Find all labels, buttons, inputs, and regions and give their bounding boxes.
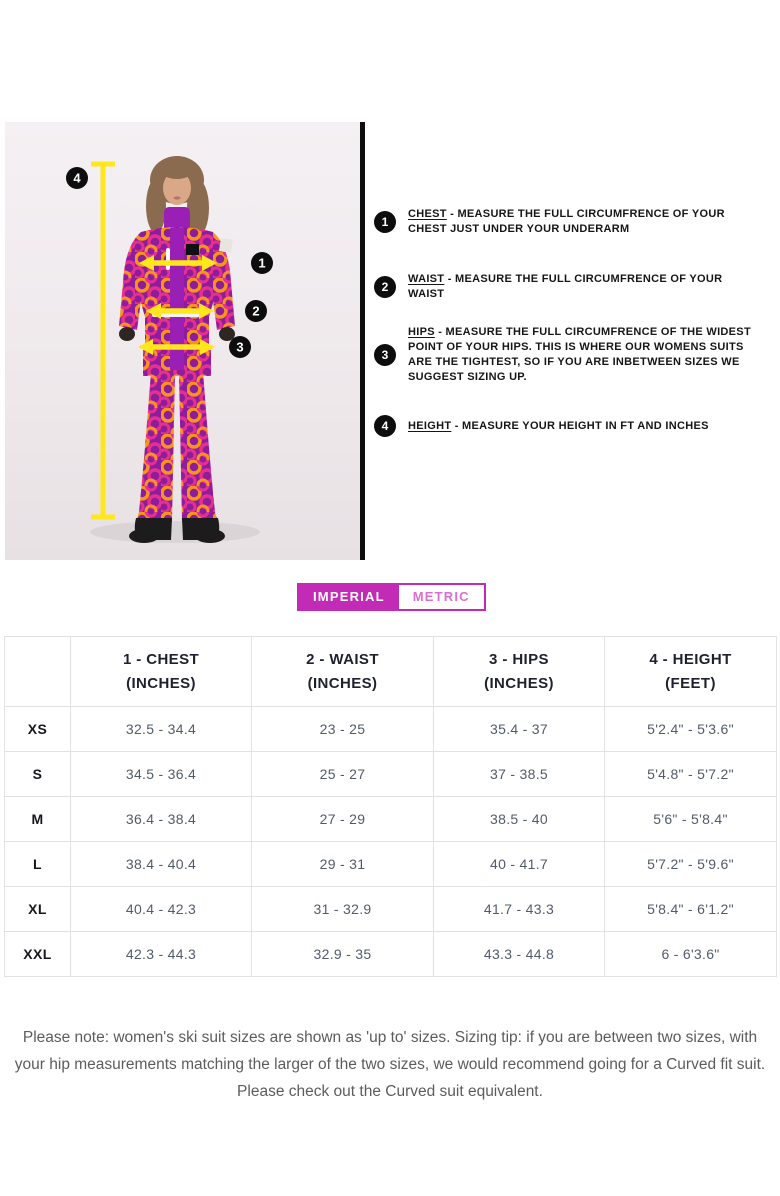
- measure-badge-waist: [245, 300, 267, 322]
- chest-value: 40.4 - 42.3: [71, 887, 252, 932]
- size-label: XL: [5, 887, 71, 932]
- instruction-badge-1: 1: [374, 211, 396, 233]
- height-value: 5'6" - 5'8.4": [605, 797, 777, 842]
- hips-value: 43.3 - 44.8: [434, 932, 605, 977]
- unit-toggle: [297, 583, 486, 611]
- instruction-text-hips: [408, 325, 762, 385]
- svg-text:4: 4: [73, 170, 81, 186]
- table-row-m: [5, 797, 777, 842]
- waist-value: 29 - 31: [252, 842, 434, 887]
- header-chest-title: 1 - CHEST: [122, 650, 200, 668]
- measure-badge-chest: [251, 252, 273, 274]
- header-waist: [252, 637, 434, 707]
- waist-value: 23 - 25: [252, 707, 434, 752]
- instruction-label-chest: CHEST: [408, 208, 447, 220]
- instruction-text-height: [408, 419, 762, 434]
- photo-divider-line: [360, 122, 365, 560]
- size-label: S: [5, 752, 71, 797]
- table-row-s: [5, 752, 777, 797]
- instruction-desc-chest: - MEASURE THE FULL CIRCUMFRENCE OF YOUR CHEST JUST UNDER YOUR UNDERARM: [408, 208, 725, 235]
- instruction-hips: [374, 325, 762, 385]
- chest-value: 42.3 - 44.3: [71, 932, 252, 977]
- header-chest: [71, 637, 252, 707]
- table-row-xxl: [5, 932, 777, 977]
- instruction-badge-4: 4: [374, 415, 396, 437]
- svg-text:3: 3: [236, 339, 244, 355]
- height-value: 6 - 6'3.6": [605, 932, 777, 977]
- size-table: [4, 636, 777, 977]
- instruction-label-height: HEIGHT: [408, 419, 452, 432]
- floor-shadow: [90, 521, 260, 543]
- waist-value: 25 - 27: [252, 752, 434, 797]
- hips-value: 41.7 - 43.3: [434, 887, 605, 932]
- instruction-text-waist: [408, 272, 762, 302]
- ski-suit-model-illustration: [5, 122, 360, 560]
- size-label: XS: [5, 707, 71, 752]
- svg-text:1: 1: [258, 255, 266, 271]
- height-line: [91, 164, 115, 517]
- imperial-toggle-button[interactable]: IMPERIAL: [299, 585, 399, 609]
- chest-value: 32.5 - 34.4: [71, 707, 252, 752]
- measure-badge-hips: [229, 336, 251, 358]
- waist-value: 31 - 32.9: [252, 887, 434, 932]
- instruction-label-hips: HIPS: [408, 326, 435, 338]
- chest-value: 36.4 - 38.4: [71, 797, 252, 842]
- size-guide-photo: [5, 122, 360, 560]
- header-height-unit: (FEET): [665, 674, 716, 692]
- instruction-desc-height: - MEASURE YOUR HEIGHT IN FT AND INCHES: [454, 419, 709, 432]
- hips-value: 40 - 41.7: [434, 842, 605, 887]
- height-value: 5'4.8" - 5'7.2": [605, 752, 777, 797]
- instruction-desc-hips: - MEASURE THE FULL CIRCUMFRENCE OF THE WIDEST POINT OF YOUR HIPS. THIS IS WHERE OUR WOMENS SUITS ARE THE TIGHTEST, SO IF YOU ARE INBETWEEN SIZES WE SUGGEST SIZING UP.: [408, 326, 751, 383]
- instruction-badge-2: 2: [374, 276, 396, 298]
- svg-text:2: 2: [252, 303, 260, 319]
- size-label: M: [5, 797, 71, 842]
- header-chest-unit: (INCHES): [126, 674, 196, 692]
- header-hips-unit: (INCHES): [484, 674, 554, 692]
- height-value: 5'7.2" - 5'9.6": [605, 842, 777, 887]
- size-label: L: [5, 842, 71, 887]
- metric-toggle-button[interactable]: METRIC: [399, 585, 484, 609]
- instruction-desc-waist: - MEASURE THE FULL CIRCUMFRENCE OF YOUR WAIST: [408, 273, 723, 300]
- instruction-label-waist: WAIST: [408, 273, 445, 285]
- header-waist-unit: (INCHES): [307, 674, 378, 692]
- waist-value: 27 - 29: [252, 797, 434, 842]
- sizing-note: Please note: women's ski suit sizes are shown as 'up to' sizes. Sizing tip: if you are between two sizes, with your hip measurements matching the larger of the two sizes, we would recommend going for a Curved fit suit. Please check out the Curved suit equivalent.: [14, 1028, 766, 1100]
- header-height-title: 4 - HEIGHT: [649, 650, 732, 668]
- hips-value: 35.4 - 37: [434, 707, 605, 752]
- instruction-chest: [374, 207, 762, 237]
- table-row-l: [5, 842, 777, 887]
- header-hips-title: 3 - HIPS: [489, 650, 549, 668]
- height-value: 5'2.4" - 5'3.6": [605, 707, 777, 752]
- table-row-xs: [5, 707, 777, 752]
- waist-value: 32.9 - 35: [252, 932, 434, 977]
- instruction-height: [374, 415, 762, 437]
- chest-value: 38.4 - 40.4: [71, 842, 252, 887]
- hips-value: 37 - 38.5: [434, 752, 605, 797]
- measure-badge-height: [66, 167, 88, 189]
- instruction-text-chest: [408, 207, 762, 237]
- instruction-waist: [374, 272, 762, 302]
- chest-value: 34.5 - 36.4: [71, 752, 252, 797]
- table-row-xl: [5, 887, 777, 932]
- header-height: [605, 637, 777, 707]
- hips-value: 38.5 - 40: [434, 797, 605, 842]
- header-waist-title: 2 - WAIST: [306, 650, 379, 668]
- height-value: 5'8.4" - 6'1.2": [605, 887, 777, 932]
- instruction-badge-3: 3: [374, 344, 396, 366]
- header-empty: [5, 637, 71, 707]
- size-table-header-row: [5, 637, 777, 707]
- size-label: XXL: [5, 932, 71, 977]
- header-hips: [434, 637, 605, 707]
